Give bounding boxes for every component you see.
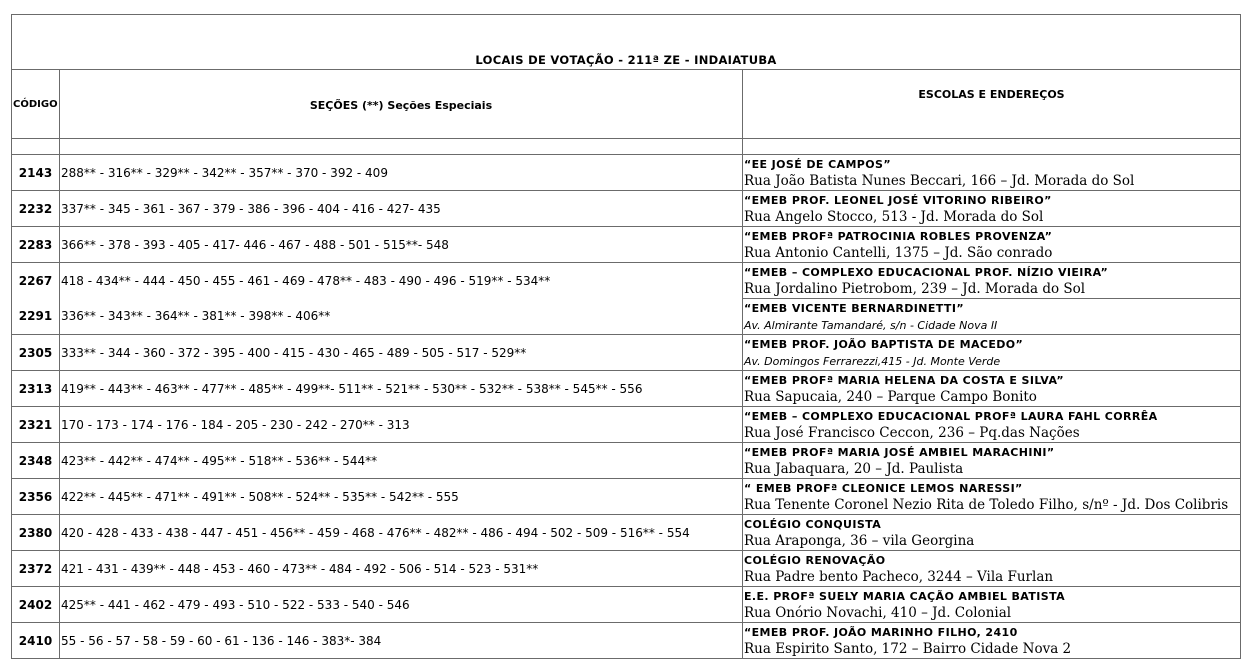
school-address: Rua Angelo Stocco, 513 - Jd. Morada do Sol — [744, 208, 1044, 225]
school-name: “EMEB PROFª MARIA HELENA DA COSTA E SILVA” — [744, 373, 1064, 387]
row-school-cell — [743, 515, 1241, 551]
school-name: “EMEB PROF. JOÃO BAPTISTA DE MACEDO” — [744, 337, 1024, 351]
row-code: 2305 — [12, 335, 60, 371]
row-school-cell — [743, 407, 1241, 443]
school-name: E.E. PROFª SUELY MARIA CAÇÃO AMBIEL BATISTA — [744, 589, 1066, 603]
row-code: 2232 — [12, 191, 60, 227]
school-name: COLÉGIO CONQUISTA — [744, 517, 882, 531]
table-title: LOCAIS DE VOTAÇÃO - 211ª ZE - INDAIATUBA — [12, 15, 1241, 70]
row-school-cell — [743, 479, 1241, 515]
school-name: “EMEB PROF. JOÃO MARINHO FILHO, 2410 — [744, 625, 1018, 639]
row-code: 2410 — [12, 623, 60, 659]
row-sections: 333** - 344 - 360 - 372 - 395 - 400 - 415 - 430 - 465 - 489 - 505 - 517 - 529** — [60, 335, 743, 371]
voting-locations-table — [11, 14, 1240, 657]
row-school-cell — [743, 335, 1241, 371]
header-code: CÓDIGO — [12, 70, 60, 139]
school-name: “EMEB – COMPLEXO EDUCACIONAL PROFª LAURA FAHL CORRÊA — [744, 409, 1158, 423]
spacer-cell — [743, 139, 1241, 155]
row-school-cell — [743, 191, 1241, 227]
table-row — [12, 371, 1241, 407]
row-school-cell — [743, 371, 1241, 407]
spacer-cell — [60, 139, 743, 155]
row-code: 2321 — [12, 407, 60, 443]
school-address: Rua Tenente Coronel Nezio Rita de Toledo Filho, s/nº - Jd. Dos Colibris — [744, 496, 1229, 513]
row-code: 2313 — [12, 371, 60, 407]
row-school-cell — [743, 227, 1241, 263]
header-sections: SEÇÕES (**) Seções Especiais — [60, 70, 743, 139]
school-address: Rua João Batista Nunes Beccari, 166 – Jd. Morada do Sol — [744, 172, 1135, 189]
row-school-cell — [743, 299, 1241, 335]
row-code: 2143 — [12, 155, 60, 191]
row-school-cell — [743, 263, 1241, 299]
row-code: 2283 — [12, 227, 60, 263]
row-sections: 170 - 173 - 174 - 176 - 184 - 205 - 230 - 242 - 270** - 313 — [60, 407, 743, 443]
school-address: Rua Araponga, 36 – vila Georgina — [744, 532, 975, 549]
row-sections: 337** - 345 - 361 - 367 - 379 - 386 - 396 - 404 - 416 - 427- 435 — [60, 191, 743, 227]
spacer-cell — [12, 139, 60, 155]
row-school-cell — [743, 443, 1241, 479]
school-name: “EE JOSÉ DE CAMPOS” — [744, 157, 891, 171]
school-name: “ EMEB PROFª CLEONICE LEMOS NARESSI” — [744, 481, 1023, 495]
header-schools: ESCOLAS E ENDEREÇOS — [743, 70, 1241, 139]
school-address: Rua Onório Novachi, 410 – Jd. Colonial — [744, 604, 1012, 621]
school-address: Rua Padre bento Pacheco, 3244 – Vila Furlan — [744, 568, 1054, 585]
table-row — [12, 155, 1241, 191]
row-code: 2348 — [12, 443, 60, 479]
table-row — [12, 515, 1241, 551]
row-sections: 366** - 378 - 393 - 405 - 417- 446 - 467 - 488 - 501 - 515**- 548 — [60, 227, 743, 263]
school-name: COLÉGIO RENOVAÇÃO — [744, 553, 886, 567]
table-row — [12, 443, 1241, 479]
table-row — [12, 587, 1241, 623]
school-address: Rua Espirito Santo, 172 – Bairro Cidade Nova 2 — [744, 640, 1072, 657]
school-name: “EMEB PROF. LEONEL JOSÉ VITORINO RIBEIRO” — [744, 193, 1052, 207]
row-sections: 419** - 443** - 463** - 477** - 485** - 499**- 511** - 521** - 530** - 532** - 538** - 545** - 556 — [60, 371, 743, 407]
table-row — [12, 263, 1241, 299]
school-name: “EMEB – COMPLEXO EDUCACIONAL PROF. NÍZIO VIEIRA” — [744, 265, 1109, 279]
row-sections: 423** - 442** - 474** - 495** - 518** - 536** - 544** — [60, 443, 743, 479]
table-row — [12, 551, 1241, 587]
school-address: Av. Almirante Tamandaré, s/n - Cidade Nova II — [744, 318, 998, 332]
table-row — [12, 299, 1241, 335]
school-address: Rua Jordalino Pietrobom, 239 – Jd. Morada do Sol — [744, 280, 1086, 297]
row-code: 2356 — [12, 479, 60, 515]
school-name: “EMEB VICENTE BERNARDINETTI” — [744, 301, 964, 315]
row-sections: 422** - 445** - 471** - 491** - 508** - 524** - 535** - 542** - 555 — [60, 479, 743, 515]
row-school-cell — [743, 587, 1241, 623]
school-name: “EMEB PROFª MARIA JOSÉ AMBIEL MARACHINI” — [744, 445, 1055, 459]
row-sections: 418 - 434** - 444 - 450 - 455 - 461 - 469 - 478** - 483 - 490 - 496 - 519** - 534** — [60, 263, 743, 299]
school-address: Rua José Francisco Ceccon, 236 – Pq.das Nações — [744, 424, 1080, 441]
table-row — [12, 407, 1241, 443]
table-row — [12, 623, 1241, 659]
table-row — [12, 227, 1241, 263]
row-school-cell — [743, 623, 1241, 659]
row-sections: 336** - 343** - 364** - 381** - 398** - 406** — [60, 299, 743, 335]
row-sections: 421 - 431 - 439** - 448 - 453 - 460 - 473** - 484 - 492 - 506 - 514 - 523 - 531** — [60, 551, 743, 587]
row-code: 2372 — [12, 551, 60, 587]
school-address: Av. Domingos Ferrarezzi,415 - Jd. Monte Verde — [744, 354, 1001, 368]
row-sections: 288** - 316** - 329** - 342** - 357** - 370 - 392 - 409 — [60, 155, 743, 191]
row-code: 2267 — [12, 263, 60, 299]
school-address: Rua Sapucaia, 240 – Parque Campo Bonito — [744, 388, 1037, 405]
row-school-cell — [743, 551, 1241, 587]
table-row — [12, 191, 1241, 227]
school-address: Rua Jabaquara, 20 – Jd. Paulista — [744, 460, 964, 477]
row-code: 2402 — [12, 587, 60, 623]
school-address: Rua Antonio Cantelli, 1375 – Jd. São conrado — [744, 244, 1053, 261]
table-row — [12, 479, 1241, 515]
row-sections: 55 - 56 - 57 - 58 - 59 - 60 - 61 - 136 - 146 - 383*- 384 — [60, 623, 743, 659]
row-code: 2380 — [12, 515, 60, 551]
row-code: 2291 — [12, 299, 60, 335]
row-school-cell — [743, 155, 1241, 191]
table-row — [12, 335, 1241, 371]
row-sections: 425** - 441 - 462 - 479 - 493 - 510 - 522 - 533 - 540 - 546 — [60, 587, 743, 623]
school-name: “EMEB PROFª PATROCINIA ROBLES PROVENZA” — [744, 229, 1053, 243]
row-sections: 420 - 428 - 433 - 438 - 447 - 451 - 456** - 459 - 468 - 476** - 482** - 486 - 494 - 502 - 509 - 516** - 554 — [60, 515, 743, 551]
